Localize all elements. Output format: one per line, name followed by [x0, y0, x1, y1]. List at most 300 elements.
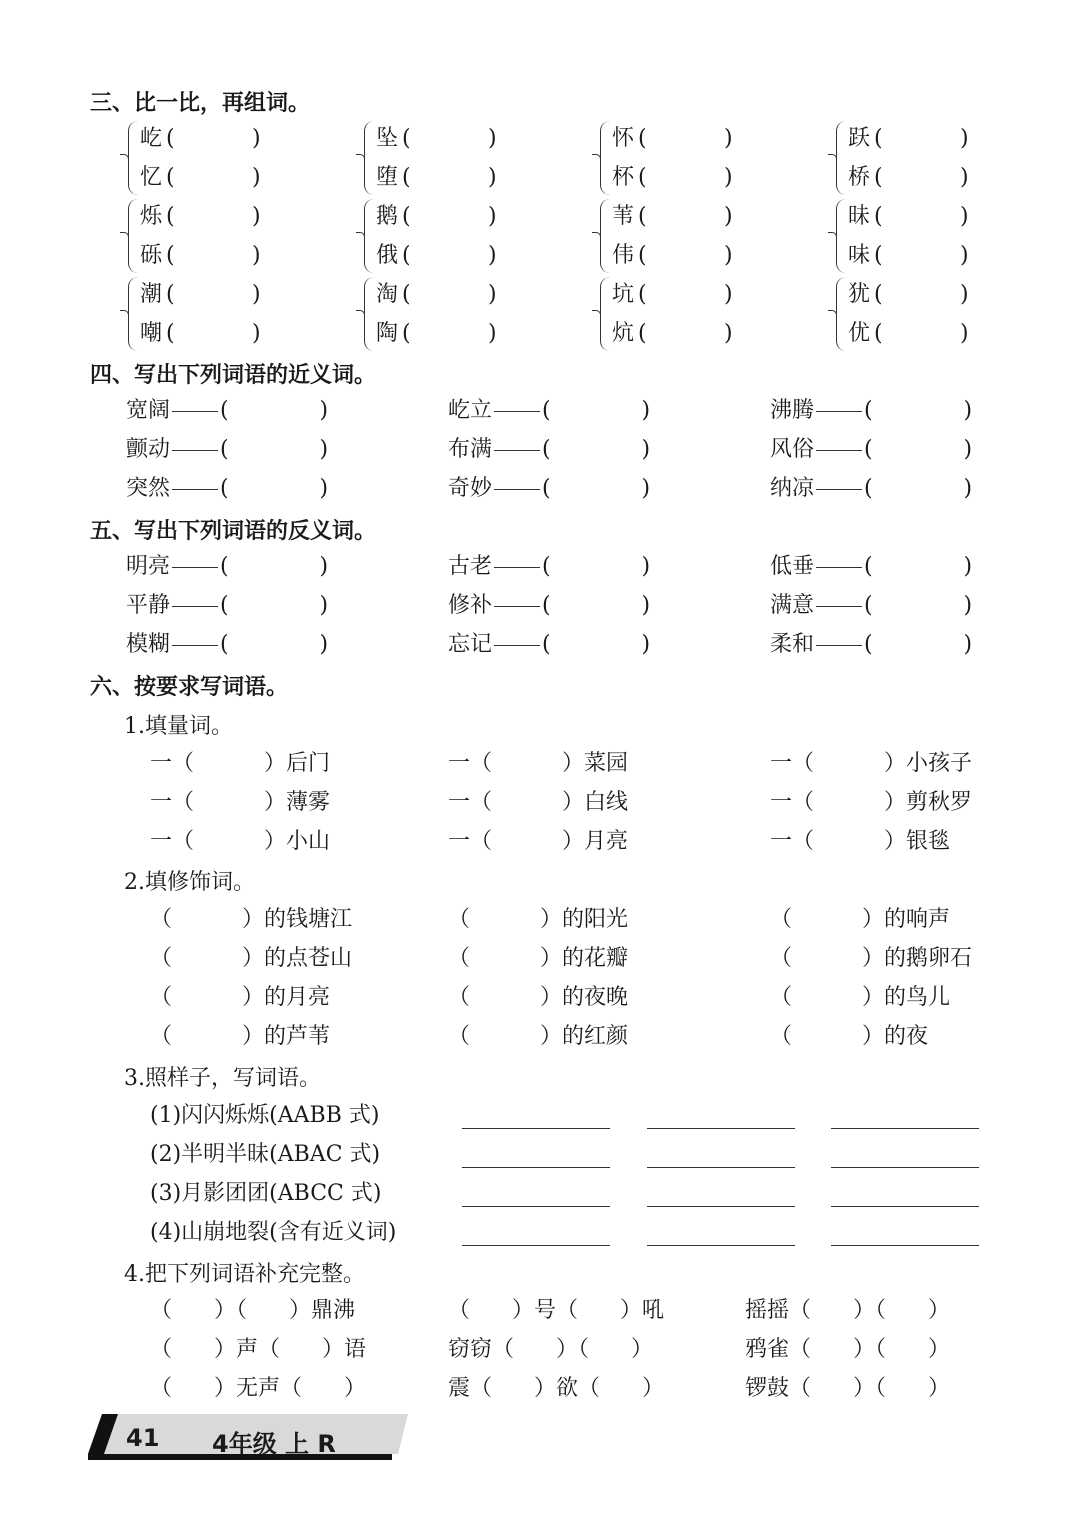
answer-paren-close: ) [252, 243, 261, 268]
pair-char: 嘲 [140, 321, 163, 346]
answer-underline[interactable] [462, 1167, 610, 1168]
answer-paren-open: ( [402, 243, 411, 268]
idiom-part: ）鼎沸 [288, 1298, 355, 1323]
pair-char: 潮 [140, 282, 163, 307]
answer-paren-close: ) [252, 321, 261, 346]
answer-paren-open: ( [874, 321, 883, 346]
idiom-part: ）吼 [619, 1298, 664, 1323]
answer-underline[interactable] [831, 1206, 979, 1207]
answer-paren-close: ) [252, 165, 261, 190]
answer-blank[interactable] [578, 1298, 620, 1323]
modifier-text: ）的芦苇 [241, 1024, 330, 1049]
answer-underline[interactable] [462, 1128, 610, 1129]
section5-title: 五、写出下列词语的反义词。 [90, 519, 377, 544]
dash-line [172, 645, 218, 646]
answer-blank[interactable] [194, 829, 264, 854]
noun-text: ）小孩子 [883, 751, 972, 776]
dash-line [816, 489, 862, 490]
noun-text: ）银毯 [883, 829, 950, 854]
answer-blank[interactable] [811, 1376, 853, 1401]
answer-blank[interactable]: ( ) [220, 593, 329, 618]
idiom-part: ）语 [321, 1337, 366, 1362]
idiom-part: ）声（ [213, 1337, 280, 1362]
prefix-text: 一（ [150, 790, 195, 815]
modifier-text: ）的花瓣 [539, 946, 628, 971]
pair-brace [364, 199, 375, 273]
dash-line [816, 411, 862, 412]
pair-brace [128, 277, 139, 351]
noun-text: ）白线 [561, 790, 628, 815]
idiom-item [150, 1291, 355, 1330]
pair-brace [364, 277, 375, 351]
answer-paren-open: ( [638, 321, 647, 346]
page-number: 41 [126, 1424, 160, 1452]
answer-blank[interactable] [814, 790, 884, 815]
measure-word-item [150, 744, 330, 783]
dash-line [494, 411, 540, 412]
answer-blank[interactable]: ( ) [542, 554, 651, 579]
prefix-text: 一（ [448, 829, 493, 854]
answer-blank[interactable]: ( ) [220, 632, 329, 657]
idiom-part: ）无声（ [213, 1376, 302, 1401]
idiom-part: 锣鼓（ [745, 1376, 812, 1401]
answer-paren-open: ( [166, 204, 175, 229]
noun-text: ）小山 [263, 829, 330, 854]
dash-line [816, 606, 862, 607]
pattern-item: (3)月影团团(ABCC 式) [150, 1181, 382, 1206]
word-item [770, 391, 972, 430]
idiom-part: ） [343, 1376, 366, 1401]
answer-blank[interactable] [280, 1337, 322, 1362]
measure-word-item [770, 783, 972, 822]
answer-blank[interactable]: ( ) [220, 437, 329, 462]
pair-char: 桥 [848, 165, 871, 190]
answer-paren-close: ) [724, 321, 733, 346]
idiom-part: ）欲（ [533, 1376, 600, 1401]
answer-underline[interactable] [462, 1206, 610, 1207]
answer-blank[interactable] [886, 1337, 928, 1362]
word-item [770, 469, 972, 508]
modifier-item [770, 978, 950, 1017]
answer-paren-open: ( [166, 282, 175, 307]
modifier-text: ）的鸟儿 [861, 985, 950, 1010]
noun-text: ）菜园 [561, 751, 628, 776]
prefix-text: 一（ [448, 751, 493, 776]
pair-brace [364, 121, 375, 195]
pair-char: 味 [848, 243, 871, 268]
answer-blank[interactable]: （ [448, 946, 540, 971]
modifier-text: ）的红颜 [539, 1024, 628, 1049]
modifier-item [770, 1017, 928, 1056]
prefix-text: 一（ [770, 829, 815, 854]
answer-underline[interactable] [831, 1167, 979, 1168]
answer-paren-open: ( [166, 126, 175, 151]
answer-blank[interactable]: ( ) [220, 554, 329, 579]
word-item [126, 469, 328, 508]
word-text: 屹立 [448, 398, 493, 423]
answer-blank[interactable]: （ [448, 907, 540, 932]
answer-blank[interactable]: （ [150, 907, 242, 932]
idiom-item [745, 1330, 950, 1369]
answer-paren-close: ) [488, 243, 497, 268]
measure-word-item [770, 822, 950, 861]
answer-underline[interactable] [647, 1206, 795, 1207]
q4-title: 4.把下列词语补充完整。 [124, 1262, 365, 1287]
dash-line [172, 411, 218, 412]
dash-line [494, 450, 540, 451]
idiom-part: 窃窃（ [448, 1337, 515, 1362]
word-text: 颤动 [126, 437, 171, 462]
word-item [448, 625, 650, 664]
answer-blank[interactable] [814, 751, 884, 776]
idiom-part: ） [927, 1376, 950, 1401]
answer-blank[interactable]: ( ) [542, 398, 651, 423]
dash-line [494, 567, 540, 568]
word-item [126, 391, 328, 430]
word-text: 平静 [126, 593, 171, 618]
pair-char: 昧 [848, 204, 871, 229]
modifier-text: ）的点苍山 [241, 946, 352, 971]
idiom-part: （ [150, 1376, 173, 1401]
measure-word-item [770, 744, 972, 783]
word-text: 风俗 [770, 437, 815, 462]
pair-char: 坑 [612, 282, 635, 307]
answer-paren-close: ) [488, 204, 497, 229]
idiom-part: 震（ [448, 1376, 493, 1401]
answer-paren-close: ) [488, 282, 497, 307]
answer-paren-open: ( [638, 165, 647, 190]
noun-text: ）剪秋罗 [883, 790, 972, 815]
section4-title: 四、写出下列词语的近义词。 [90, 363, 377, 388]
dash-line [816, 567, 862, 568]
q2-title: 2.填修饰词。 [124, 870, 255, 895]
prefix-text: 一（ [150, 829, 195, 854]
answer-blank[interactable]: ( ) [864, 554, 973, 579]
word-text: 沸腾 [770, 398, 815, 423]
pair-char: 优 [848, 321, 871, 346]
answer-paren-close: ) [488, 126, 497, 151]
idiom-item [150, 1330, 366, 1369]
modifier-item [150, 978, 330, 1017]
word-text: 柔和 [770, 632, 815, 657]
modifier-text: ）的鹅卵石 [861, 946, 972, 971]
answer-paren-open: ( [638, 243, 647, 268]
answer-blank[interactable]: ( ) [542, 593, 651, 618]
measure-word-item [448, 744, 628, 783]
word-text: 低垂 [770, 554, 815, 579]
idiom-part: （ [448, 1298, 471, 1323]
idiom-part: 摇摇（ [745, 1298, 812, 1323]
idiom-part: 鸦雀（ [745, 1337, 812, 1362]
answer-underline[interactable] [647, 1167, 795, 1168]
modifier-item [448, 939, 628, 978]
pair-brace [600, 121, 611, 195]
section3-title: 三、比一比，再组词。 [90, 91, 311, 116]
answer-paren-open: ( [874, 204, 883, 229]
dash-line [172, 450, 218, 451]
answer-blank[interactable] [811, 1337, 853, 1362]
answer-paren-close: ) [960, 204, 969, 229]
answer-blank[interactable]: ( ) [220, 398, 329, 423]
modifier-item [150, 1017, 330, 1056]
answer-blank[interactable]: ( ) [864, 437, 973, 462]
pair-char: 伟 [612, 243, 635, 268]
answer-paren-close: ) [252, 282, 261, 307]
idiom-part: ）（ [555, 1337, 589, 1362]
answer-paren-open: ( [166, 321, 175, 346]
answer-blank[interactable]: ( ) [864, 398, 973, 423]
answer-paren-close: ) [252, 126, 261, 151]
answer-paren-close: ) [252, 204, 261, 229]
word-item [770, 430, 972, 469]
pair-brace [128, 121, 139, 195]
answer-blank[interactable]: ( ) [542, 476, 651, 501]
answer-paren-open: ( [166, 243, 175, 268]
idiom-part: ）号（ [511, 1298, 578, 1323]
idiom-part: ） [927, 1337, 950, 1362]
answer-blank[interactable] [194, 790, 264, 815]
word-text: 奇妙 [448, 476, 493, 501]
answer-blank[interactable] [814, 829, 884, 854]
answer-paren-open: ( [874, 282, 883, 307]
modifier-text: ）的夜 [861, 1024, 928, 1049]
answer-blank[interactable]: （ [150, 985, 242, 1010]
answer-paren-open: ( [402, 165, 411, 190]
answer-blank[interactable]: （ [770, 946, 862, 971]
pair-char: 坠 [376, 126, 399, 151]
prefix-text: 一（ [150, 751, 195, 776]
idiom-part: （ [150, 1298, 173, 1323]
answer-paren-close: ) [960, 165, 969, 190]
answer-blank[interactable] [194, 751, 264, 776]
answer-paren-close: ) [960, 282, 969, 307]
modifier-text: ）的夜晚 [539, 985, 628, 1010]
modifier-item [150, 939, 352, 978]
answer-blank[interactable]: （ [770, 1024, 862, 1049]
answer-blank[interactable]: ( ) [220, 476, 329, 501]
word-item [126, 547, 328, 586]
pair-char: 怀 [612, 126, 635, 151]
pair-char: 堕 [376, 165, 399, 190]
answer-blank[interactable] [470, 1298, 512, 1323]
dash-line [494, 606, 540, 607]
word-item [448, 547, 650, 586]
answer-paren-close: ) [724, 204, 733, 229]
answer-paren-open: ( [874, 126, 883, 151]
pair-char: 杯 [612, 165, 635, 190]
answer-paren-close: ) [960, 243, 969, 268]
word-text: 古老 [448, 554, 493, 579]
answer-blank[interactable] [514, 1337, 556, 1362]
idiom-part: ） [927, 1298, 950, 1323]
answer-underline[interactable] [831, 1128, 979, 1129]
word-text: 纳凉 [770, 476, 815, 501]
pair-char: 淘 [376, 282, 399, 307]
pair-char: 屹 [140, 126, 163, 151]
pair-char: 俄 [376, 243, 399, 268]
answer-blank[interactable]: ( ) [542, 632, 651, 657]
pair-char: 炕 [612, 321, 635, 346]
modifier-item [448, 900, 628, 939]
pair-char: 砾 [140, 243, 163, 268]
modifier-item [448, 1017, 628, 1056]
idiom-item [745, 1291, 950, 1330]
answer-underline[interactable] [647, 1245, 795, 1246]
answer-blank[interactable]: ( ) [864, 476, 973, 501]
word-item [126, 625, 328, 664]
answer-paren-open: ( [402, 204, 411, 229]
word-item [126, 586, 328, 625]
pair-char: 陶 [376, 321, 399, 346]
dash-line [172, 606, 218, 607]
modifier-text: ）的月亮 [241, 985, 330, 1010]
answer-blank[interactable] [302, 1376, 344, 1401]
answer-paren-close: ) [724, 282, 733, 307]
answer-paren-open: ( [638, 282, 647, 307]
modifier-item [770, 939, 972, 978]
word-text: 突然 [126, 476, 171, 501]
answer-blank[interactable]: ( ) [542, 437, 651, 462]
noun-text: ）后门 [263, 751, 330, 776]
answer-paren-open: ( [402, 282, 411, 307]
pair-brace [836, 121, 847, 195]
measure-word-item [150, 783, 330, 822]
measure-word-item [150, 822, 330, 861]
answer-paren-close: ) [488, 321, 497, 346]
answer-blank[interactable] [172, 1376, 214, 1401]
idiom-item [150, 1369, 366, 1408]
idiom-part: ）（ [852, 1376, 886, 1401]
answer-blank[interactable] [589, 1337, 631, 1362]
dash-line [816, 450, 862, 451]
dash-line [172, 489, 218, 490]
prefix-text: 一（ [448, 790, 493, 815]
section6-title: 六、按要求写词语。 [90, 675, 289, 700]
idiom-part: ）（ [213, 1298, 247, 1323]
answer-blank[interactable]: （ [448, 985, 540, 1010]
word-text: 明亮 [126, 554, 171, 579]
modifier-item [770, 900, 950, 939]
idiom-item [745, 1369, 950, 1408]
measure-word-item [448, 822, 628, 861]
word-item [770, 625, 972, 664]
idiom-item [448, 1291, 664, 1330]
word-text: 宽阔 [126, 398, 171, 423]
word-item [448, 469, 650, 508]
word-text: 忘记 [448, 632, 493, 657]
idiom-part: ）（ [852, 1298, 886, 1323]
q1-title: 1.填量词。 [124, 714, 233, 739]
modifier-item [448, 978, 628, 1017]
answer-paren-close: ) [724, 126, 733, 151]
answer-paren-open: ( [166, 165, 175, 190]
answer-paren-close: ) [960, 321, 969, 346]
answer-blank[interactable]: （ [150, 1024, 242, 1049]
answer-paren-close: ) [960, 126, 969, 151]
idiom-item [448, 1369, 664, 1408]
dash-line [494, 489, 540, 490]
answer-paren-close: ) [724, 165, 733, 190]
modifier-item [150, 900, 352, 939]
idiom-part: ）（ [852, 1337, 886, 1362]
dash-line [172, 567, 218, 568]
answer-paren-close: ) [724, 243, 733, 268]
answer-underline[interactable] [462, 1245, 610, 1246]
word-text: 修补 [448, 593, 493, 618]
word-text: 模糊 [126, 632, 171, 657]
pair-char: 烁 [140, 204, 163, 229]
dash-line [494, 645, 540, 646]
grade-label: 4年级 上 R [212, 1430, 336, 1458]
pair-brace [836, 277, 847, 351]
idiom-part: ） [641, 1376, 664, 1401]
answer-paren-open: ( [402, 126, 411, 151]
pair-char: 苇 [612, 204, 635, 229]
noun-text: ）月亮 [561, 829, 628, 854]
answer-blank[interactable] [247, 1298, 289, 1323]
answer-blank[interactable] [172, 1337, 214, 1362]
word-item [448, 430, 650, 469]
modifier-text: ）的响声 [861, 907, 950, 932]
answer-blank[interactable]: （ [448, 1024, 540, 1049]
pattern-item: (4)山崩地裂(含有近义词) [150, 1220, 397, 1245]
pair-char: 忆 [140, 165, 163, 190]
idiom-part: ） [630, 1337, 653, 1362]
answer-blank[interactable] [886, 1298, 928, 1323]
prefix-text: 一（ [770, 751, 815, 776]
measure-word-item [448, 783, 628, 822]
answer-underline[interactable] [831, 1245, 979, 1246]
idiom-part: （ [150, 1337, 173, 1362]
answer-paren-open: ( [874, 243, 883, 268]
dash-line [816, 645, 862, 646]
prefix-text: 一（ [770, 790, 815, 815]
pair-char: 犹 [848, 282, 871, 307]
answer-blank[interactable] [492, 1376, 534, 1401]
answer-paren-close: ) [488, 165, 497, 190]
pair-brace [600, 277, 611, 351]
answer-blank[interactable]: （ [770, 907, 862, 932]
word-item [770, 547, 972, 586]
pair-char: 跃 [848, 126, 871, 151]
word-item [448, 586, 650, 625]
answer-blank[interactable] [492, 751, 562, 776]
pair-brace [128, 199, 139, 273]
answer-blank[interactable] [886, 1376, 928, 1401]
word-item [448, 391, 650, 430]
answer-blank[interactable]: ( ) [864, 593, 973, 618]
q3-title: 3.照样子，写词语。 [124, 1066, 321, 1091]
word-text: 布满 [448, 437, 493, 462]
answer-blank[interactable]: （ [150, 946, 242, 971]
word-item [126, 430, 328, 469]
word-item [770, 586, 972, 625]
noun-text: ）薄雾 [263, 790, 330, 815]
pattern-item: (1)闪闪烁烁(AABB 式) [150, 1103, 380, 1128]
answer-paren-open: ( [874, 165, 883, 190]
answer-blank[interactable] [492, 790, 562, 815]
answer-blank[interactable]: ( ) [864, 632, 973, 657]
answer-blank[interactable] [811, 1298, 853, 1323]
answer-blank[interactable] [172, 1298, 214, 1323]
answer-blank[interactable]: （ [770, 985, 862, 1010]
idiom-item [448, 1330, 653, 1369]
answer-paren-open: ( [638, 204, 647, 229]
answer-blank[interactable] [600, 1376, 642, 1401]
answer-blank[interactable] [492, 829, 562, 854]
answer-underline[interactable] [647, 1128, 795, 1129]
pair-brace [836, 199, 847, 273]
